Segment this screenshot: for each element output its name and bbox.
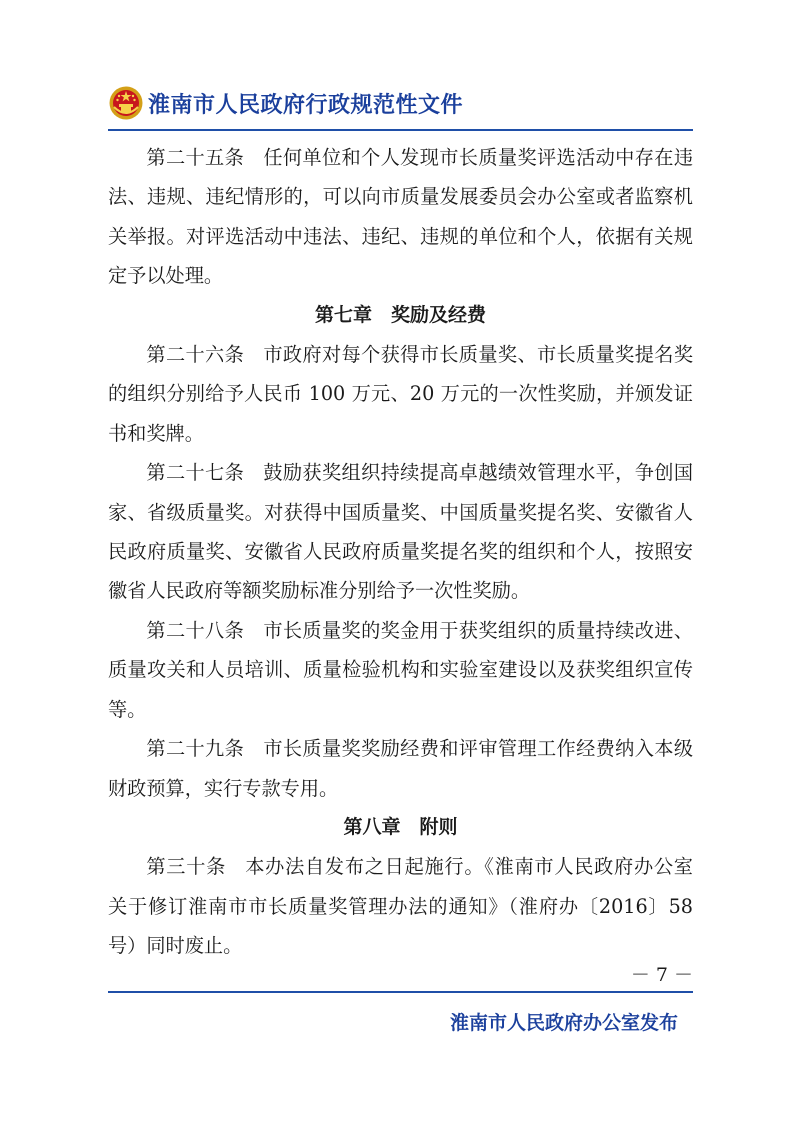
footer-divider [108, 991, 693, 993]
article-30-text: 本办法自发布之日起施行。《淮南市人民政府办公室关于修订淮南市市长质量奖管理办法的通知》（淮府办〔2016〕58 号）同时废止。 [108, 855, 693, 958]
article-28-text: 市长质量奖的奖金用于获奖组织的质量持续改进、质量攻关和人员培训、质量检验机构和实验室建设以及获奖组织宣传等。 [108, 618, 694, 721]
header-title: 淮南市人民政府行政规范性文件 [148, 92, 464, 118]
chapter-7-heading [108, 296, 693, 335]
document-header [108, 84, 693, 122]
page-number: － 7 － [630, 964, 693, 986]
chapter-8-number: 第八章 [343, 815, 401, 838]
article-26-label: 第二十六条 [146, 343, 245, 367]
article-29-label: 第二十九条 [146, 737, 245, 761]
article-25-text: 任何单位和个人发现市长质量奖评选活动中存在违法、违规、违纪情形的，可以向市质量发展委员会办公室或者监察机关举报。对评选活动中违法、违纪、违规的单位和个人，依据有关规定予以处理。 [108, 146, 694, 288]
footer-publisher: 淮南市人民政府办公室发布 [449, 1012, 678, 1034]
header-divider [108, 129, 693, 131]
chapter-7-title: 奖励及经费 [391, 303, 487, 326]
chapter-8-title: 附则 [419, 815, 458, 838]
article-27 [108, 453, 693, 611]
chapter-8-heading [108, 808, 693, 847]
article-30 [108, 847, 693, 965]
article-30-label: 第三十条 [146, 855, 227, 879]
article-29 [108, 729, 693, 808]
article-27-label: 第二十七条 [146, 461, 245, 485]
article-29-text: 市长质量奖奖励经费和评审管理工作经费纳入本级财政预算，实行专款专用。 [108, 737, 694, 800]
article-28 [108, 611, 693, 729]
chapter-7-number: 第七章 [314, 303, 372, 326]
article-25 [108, 138, 693, 296]
article-25-label: 第二十五条 [146, 146, 245, 169]
document-body [108, 138, 693, 966]
article-27-text: 鼓励获奖组织持续提高卓越绩效管理水平，争创国家、省级质量奖。对获得中国质量奖、中国质量奖提名奖、安徽省人民政府质量奖、安徽省人民政府质量奖提名奖的组织和个人，按照安徽省人民政府等额奖励标准分别给予一次性奖励。 [108, 461, 694, 603]
article-26 [108, 335, 693, 453]
article-26-text: 市政府对每个获得市长质量奖、市长质量奖提名奖的组织分别给予人民币 100 万元、20 万元的一次性奖励，并颁发证书和奖牌。 [108, 343, 694, 445]
article-28-label: 第二十八条 [146, 618, 245, 642]
national-emblem-icon [108, 85, 144, 121]
